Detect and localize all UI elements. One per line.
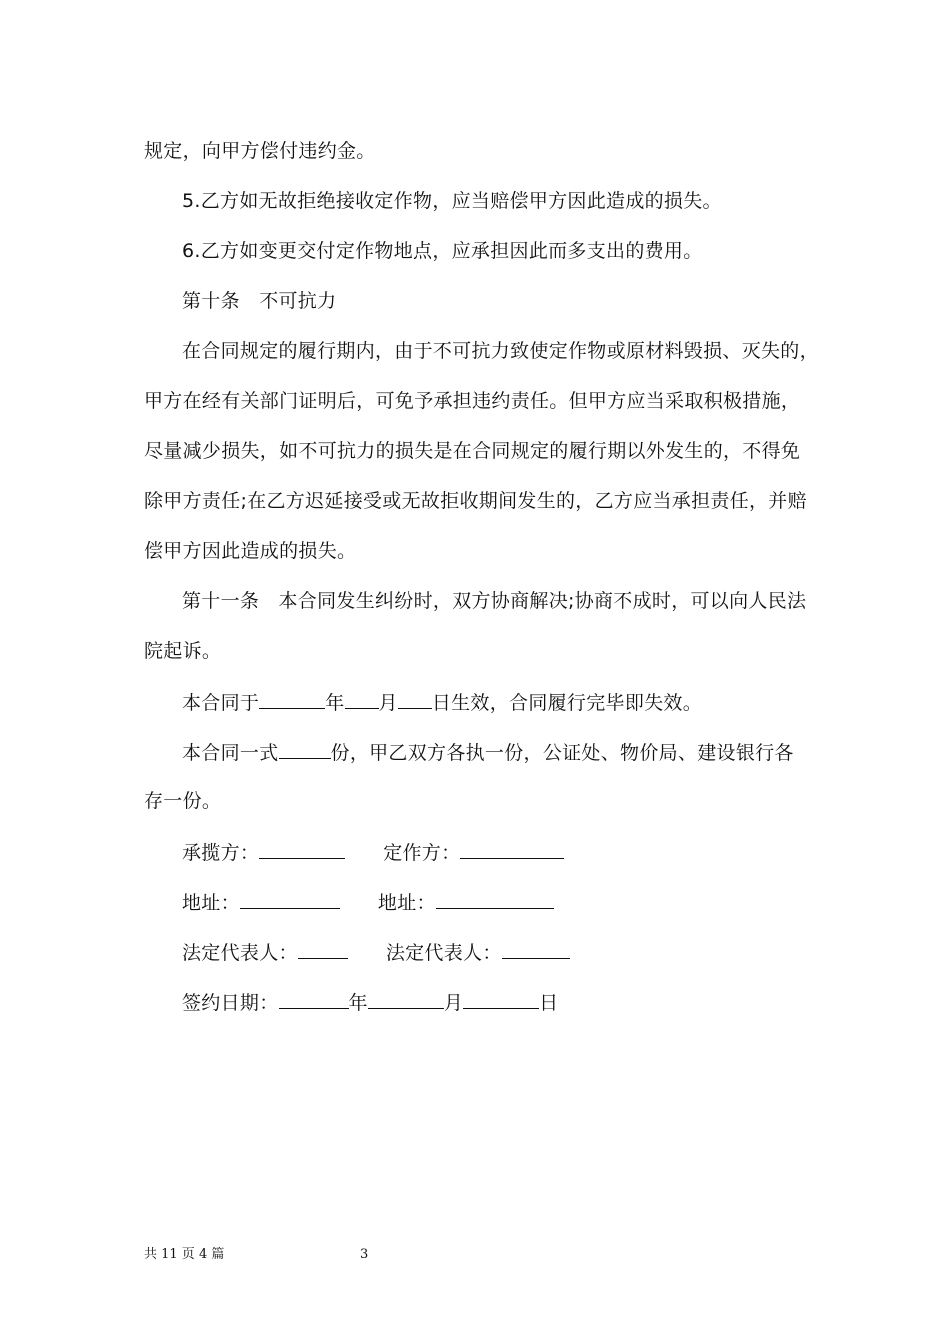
month-blank[interactable] [368,988,444,1009]
paragraph-line: 5.乙方如无故拒绝接收定作物，应当赔偿甲方因此造成的损失。 [182,190,722,212]
footer-page-number: 3 [360,1247,369,1262]
section-heading: 第十条 不可抗力 [182,290,337,312]
paragraph-line: 存一份。 [144,790,222,812]
footer-page-count: 共 11 页 4 篇 [144,1247,225,1262]
representative-blank[interactable] [298,938,348,959]
address-blank[interactable] [240,888,340,909]
signature-row-parties: 承揽方： 定作方： [182,838,564,866]
paragraph-line: 甲方在经有关部门证明后，可免予承担违约责任。但甲方应当采取积极措施， [144,390,801,412]
blank-field[interactable] [345,688,379,709]
paragraph-line: 规定，向甲方偿付违约金。 [144,140,376,162]
address-blank[interactable] [436,888,554,909]
signature-row-representative: 法定代表人： 法定代表人： [182,938,570,966]
paragraph-line: 偿甲方因此造成的损失。 [144,540,357,562]
effective-date-line: 本合同于 年 月 日生效，合同履行完毕即失效。 [182,688,702,716]
paragraph-line: 除甲方责任;在乙方迟延接受或无故拒收期间发生的，乙方应当承担责任，并赔 [144,490,807,512]
blank-field[interactable] [259,688,325,709]
paragraph-line: 院起诉。 [144,640,222,662]
paragraph-line: 尽量减少损失，如不可抗力的损失是在合同规定的履行期以外发生的，不得免 [144,440,801,462]
contractor-blank[interactable] [259,838,345,859]
blank-field[interactable] [279,738,331,759]
day-blank[interactable] [463,988,539,1009]
paragraph-line: 6.乙方如变更交付定作物地点，应承担因此而多支出的费用。 [182,240,703,262]
signature-row-address: 地址： 地址： [182,888,554,916]
blank-field[interactable] [398,688,432,709]
paragraph-line: 第十一条 本合同发生纠纷时，双方协商解决;协商不成时，可以向人民法 [182,590,807,612]
copies-line: 本合同一式 份，甲乙双方各执一份，公证处、物价局、建设银行各 [182,738,794,766]
year-blank[interactable] [279,988,349,1009]
representative-blank[interactable] [502,938,570,959]
paragraph-line: 在合同规定的履行期内，由于不可抗力致使定作物或原材料毁损、灭失的， [182,340,819,362]
signing-date-line: 签约日期： 年 月 日 [182,988,558,1016]
orderer-blank[interactable] [460,838,564,859]
